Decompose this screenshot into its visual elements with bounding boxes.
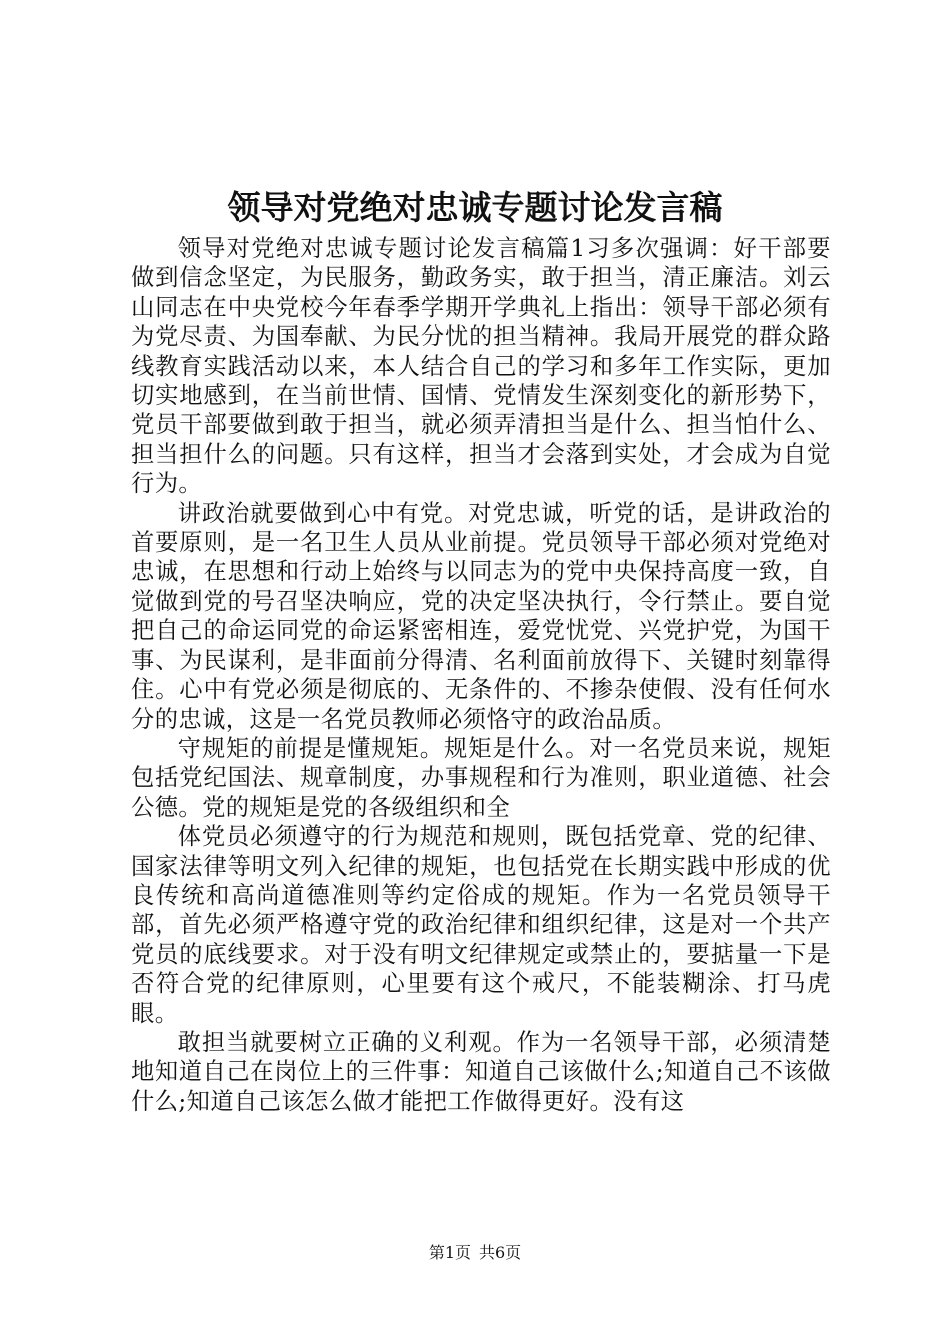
document-title: 领导对党绝对忠诚专题讨论发言稿 [227,188,723,227]
paragraph-3: 守规矩的前提是懂规矩。规矩是什么。对一名党员来说，规矩包括党纪国法、规章制度，办事规程和行为准则，职业道德、社会公德。党的规矩是党的各级组织和全 [131,734,831,821]
paragraph-1: 领导对党绝对忠诚专题讨论发言稿篇1习多次强调：好干部要做到信念坚定，为民服务，勤政务实，敢于担当，清正廉洁。刘云山同志在中央党校今年春季学期开学典礼上指出：领导干部必须有为党尽责、为国奉献、为民分忧的担当精神。我局开展党的群众路线教育实践活动以来，本人结合自己的学习和多年工作实际，更加切实地感到，在当前世情、国情、党情发生深刻变化的新形势下，党员干部要做到敢于担当，就必须弄清担当是什么、担当怕什么、担当担什么的问题。只有这样，担当才会落到实处，才会成为自觉行为。 [131,235,831,498]
page-total: 共6页 [479,1243,522,1262]
paragraph-5: 敢担当就要树立正确的义利观。作为一名领导干部，必须清楚地知道自己在岗位上的三件事：知道自己该做什么;知道自己不该做什么;知道自己该怎么做才能把工作做得更好。没有这 [131,1028,831,1115]
document-body [131,234,831,1116]
page-footer [0,1243,950,1263]
page-number: 第1页 [428,1243,471,1262]
paragraph-4: 体党员必须遵守的行为规范和规则，既包括党章、党的纪律、国家法律等明文列入纪律的规矩，也包括党在长期实践中形成的优良传统和高尚道德准则等约定俗成的规矩。作为一名党员领导干部，首先必须严格遵守党的政治纪律和组织纪律，这是对一个共产党员的底线要求。对于没有明文纪律规定或禁止的，要掂量一下是否符合党的纪律原则，心里要有这个戒尺，不能装糊涂、打马虎眼。 [131,823,831,1027]
paragraph-2: 讲政治就要做到心中有党。对党忠诚，听党的话，是讲政治的首要原则，是一名卫生人员从业前提。党员领导干部必须对党绝对忠诚，在思想和行动上始终与以同志为的党中央保持高度一致，自觉做到党的号召坚决响应，党的决定坚决执行，令行禁止。要自觉把自己的命运同党的命运紧密相连，爱党忧党、兴党护党，为国干事、为民谋利，是非面前分得清、名利面前放得下、关键时刻靠得住。心中有党必须是彻底的、无条件的、不掺杂使假、没有任何水分的忠诚，这是一名党员教师必须恪守的政治品质。 [131,499,831,733]
